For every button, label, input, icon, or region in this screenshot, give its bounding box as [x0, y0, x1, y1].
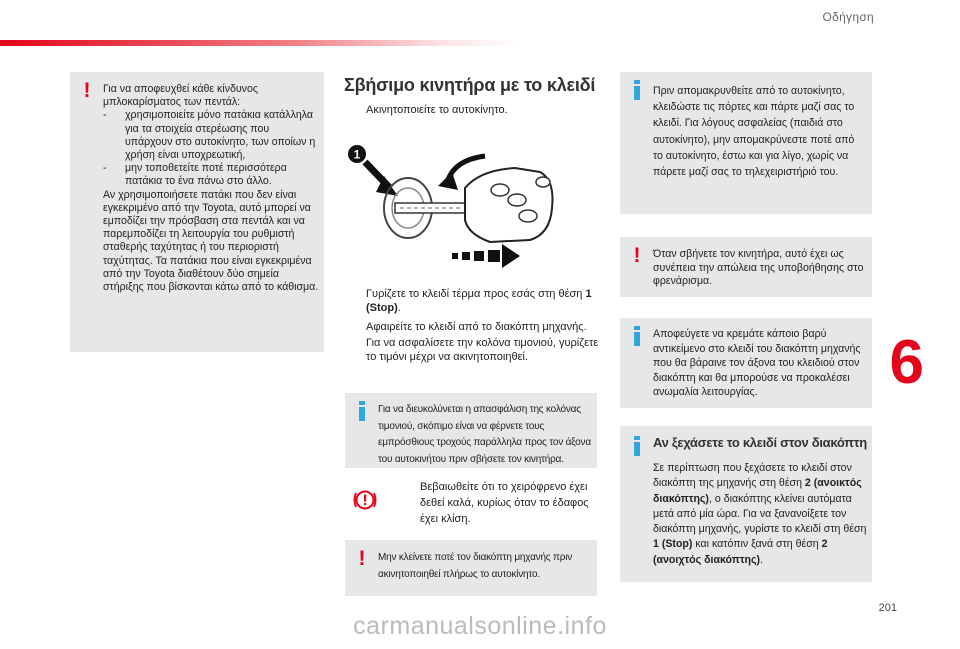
illustration-marker-label: 1 — [353, 147, 361, 162]
info-icon — [633, 80, 641, 102]
forgotten-key-title: Αν ξεχάσετε το κλειδί στον διακόπτη — [653, 435, 867, 450]
info-icon — [358, 401, 366, 423]
brake-assist-warning-box: ! Όταν σβήνετε τον κινητήρα, αυτό έχει ως συνέπεια την απώλεια της υποβοήθησης στο φρενάρισμα. — [620, 237, 872, 297]
page-heading: Σβήσιμο κινητήρα με το κλειδί — [344, 75, 596, 95]
page-number: 201 — [878, 602, 897, 614]
step-stop-vehicle: Ακινητοποιείτε το αυτοκίνητο. — [366, 104, 508, 116]
fob-button-icon — [491, 184, 509, 196]
heavy-keyring-info-box: Αποφεύγετε να κρεμάτε κάποιο βαρύ αντικείμενο στο κλειδί του διακόπτη μηχανής που θα βάραινε τον άξονα του κλειδιού στον διακόπτη και θα μπορούσε να προκαλέσει ανωμαλία λειτουργίας. — [620, 318, 872, 408]
step-lock-column: Για να ασφαλίσετε την κολόνα τιμονιού, γυρίζετε το τιμόνι μέχρι να ακινητοποιηθεί. — [366, 337, 599, 363]
step-remove-key: Αφαιρείτε το κλειδί από το διακόπτη μηχανής. — [366, 321, 587, 333]
steering-info-box: Για να διευκολύνεται η απασφάλιση της κολόνας τιμονιού, σκόπιμο είναι να φέρνετε τους εμπρόσθιους τροχούς παράλληλα προς τον άξονα του αυτοκινήτου πριν σβήσετε τον κινητήρα. — [345, 393, 597, 468]
header-accent-bar — [0, 40, 520, 46]
pedal-mat-warning-box — [70, 72, 324, 352]
section-title: Οδήγηση — [822, 10, 874, 24]
warning-outro: Αν χρησιμοποιήσετε πατάκι που δεν είναι εγκεκριμένο από την Toyota, αυτό μπορεί να εμποδίζει την πρόσβαση στα πεντάλ και να παρεμποδίζει τη λειτουργία του ρυθμιστή σταθερής ταχύτητας ή του περιοριστή ταχύτητας. Τα πατάκια που είναι εγκεκριμένα από την Toyota διαθέτουν δύο σημεία στήριξης που βίσκονται κάτω από το κάθισμα. — [103, 188, 319, 294]
ignition-warning-box: ! Μην κλείνετε ποτέ τον διακόπτη μηχανής πριν ακινητοποιηθεί πλήρως το αυτοκίνητο. — [345, 540, 597, 596]
step-check-handbrake: Βεβαιωθείτε ότι το χειρόφρενο έχει δεθεί καλά, κυρίως όταν το έδαφος έχει κλίση. — [420, 481, 589, 525]
exclamation-icon: ! — [358, 547, 366, 570]
key-ignition-illustration — [340, 130, 600, 280]
step-turn-key: Γυρίζετε το κλειδί τέρμα προς εσάς στη θέση 1 (Stop). — [366, 288, 592, 314]
info-icon — [633, 326, 641, 348]
brake-warning-icon — [352, 487, 378, 513]
forgotten-key-text: Σε περίπτωση που ξεχάσετε το κλειδί στον διακόπτη της μηχανής στη θέση 2 (ανοικτός διακόπτης), ο διακόπτης κλείνει αυτόματα μετά από μία ώρα. Για να ξανανοίξετε τον διακόπτη μηχανής, γυρίστε το κλειδί στη θέση 1 (Stop) και κατόπιν ξανά στη θέση 2 (ανοιχτός διακόπτης). — [653, 462, 867, 566]
forgotten-key-box — [620, 426, 872, 582]
list-item: - μην τοποθετείτε ποτέ περισσότερα πατάκια το ένα πάνω στο άλλο. — [103, 162, 287, 188]
remove-arrow-icon — [452, 253, 458, 259]
fob-button-icon — [519, 210, 537, 222]
exclamation-icon: ! — [83, 79, 91, 102]
warning-intro: Για να αποφευχθεί κάθε κίνδυνος μπλοκαρίσματος των πεντάλ: — [103, 83, 258, 109]
watermark: carmanualsonline.info — [353, 612, 607, 640]
exclamation-icon: ! — [633, 244, 641, 267]
chapter-number: 6 — [889, 328, 924, 397]
fob-button-icon — [508, 194, 526, 206]
info-icon — [633, 436, 641, 458]
list-item: - χρησιμοποιείτε μόνο πατάκια κατάλληλα για τα στοιχεία στερέωσης που υπάρχουν στο αυτοκίνητο, των οποίων η χρήση είναι υποχρεωτική, — [103, 109, 316, 162]
lock-doors-info-box: Πριν απομακρυνθείτε από το αυτοκίνητο, κλειδώστε τις πόρτες και πάρτε μαζί σας το κλειδί. Για λόγους ασφαλείας (παιδιά στο αυτοκίνητο), μην απομακρύνεστε ποτέ από το αυτοκίνητο, έστω και για λίγο, χωρίς να πάρετε μαζί σας το τηλεχειριστήριό του. — [620, 72, 872, 214]
pedal-mat-warning-text — [103, 83, 319, 294]
